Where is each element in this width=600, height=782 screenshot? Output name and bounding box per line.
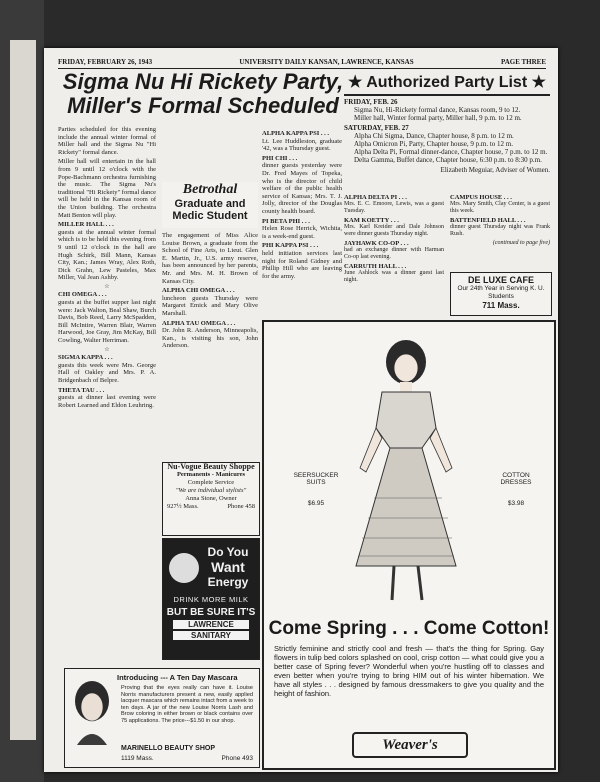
- betrothal-sub2: Medic Student: [172, 210, 248, 222]
- mascara-addr: 1119 Mass.: [121, 755, 154, 762]
- carruth-head: CARRUTH HALL . . .: [344, 263, 407, 270]
- milk-l5: BUT BE SURE IT'S: [166, 607, 256, 618]
- ato-head: ALPHA TAU OMEGA . . .: [162, 319, 236, 327]
- column-two: [162, 232, 258, 458]
- banner-line-2: Miller's Formal Scheduled: [67, 93, 339, 118]
- seersucker-label: SEERSUCKER SUITS: [293, 472, 339, 486]
- book-spine: [0, 0, 44, 782]
- adp-body: Mrs. E. C. Emoore, Lewis, was a guest Tuesday.: [344, 201, 444, 214]
- continued-note: (continued to page five): [492, 240, 550, 246]
- weavers-ad: [262, 320, 556, 770]
- cotton-block: [486, 472, 546, 507]
- ato-body: Dr. John R. Anderson, Minneapolis, Kan., is visiting his son, John Anderson.: [162, 327, 258, 350]
- seersucker-block: [286, 472, 346, 507]
- woman-portrait-icon: [69, 675, 115, 745]
- page-edge: [10, 40, 36, 740]
- separator-star: ☆: [104, 283, 110, 290]
- deluxe-name: DE LUXE CAFE: [467, 275, 534, 285]
- header-page: PAGE THREE: [500, 58, 546, 66]
- phi-chi-head: PHI CHI . . .: [262, 154, 298, 162]
- party-list: [344, 96, 550, 174]
- page-header: [58, 58, 546, 69]
- cotton-price: $3.98: [507, 500, 525, 507]
- nu-vogue-ad: [162, 462, 260, 536]
- campus-head: CAMPUS HOUSE . . .: [450, 194, 512, 201]
- mascara-shop: MARINELLO BEAUTY SHOP: [121, 745, 215, 752]
- nuvogue-addr: 927½ Mass.: [167, 503, 199, 510]
- deluxe-line: Our 24th Year in Serving K. U. Students: [457, 285, 545, 300]
- header-date: FRIDAY, FEBRUARY 26, 1943: [58, 58, 153, 66]
- column-one: [58, 126, 156, 682]
- mascara-body: Proving that the eyes really can have it. Louise Norris manufacturers present a new, easily applied lacquer mascara which remains intact from a week to ten days. A jar of the new Louise Norris Lash and Brow coloring in either brown or black contains over 75 applications. The price---$1.50 in our shop.: [121, 685, 253, 724]
- lead-paragraph: Parties scheduled for this evening include the annual winter formal of Miller hall and the Sigma Nu "Hi Rickety" formal dance.: [58, 126, 156, 156]
- weaver-headline: Come Spring . . . Come Cotton!: [268, 618, 550, 639]
- column-five: [450, 194, 550, 270]
- carruth-body: June Ashlock was a dinner guest last night.: [344, 270, 444, 283]
- seersucker-price: $6.95: [307, 500, 325, 507]
- column-three: [262, 130, 342, 316]
- milk-l2: Want: [211, 559, 245, 575]
- jay-body: had an exchange dinner with Harman Co-op last evening.: [344, 247, 444, 260]
- batt-body: dinner guest Thursday night was Frank Rush.: [450, 224, 550, 237]
- nuvogue-name: Nu-Vogue Beauty Shoppe: [167, 462, 255, 471]
- party-fri-2: Miller hall, Winter formal party, Miller hall, 9 p.m. to 12 m.: [354, 114, 522, 122]
- betrothal-sub1: Graduate and: [174, 198, 246, 210]
- dress-illustration-icon: [334, 328, 484, 610]
- header-paper: UNIVERSITY DAILY KANSAN, LAWRENCE, KANSAS: [239, 58, 414, 66]
- phi-kappa-body: held initiation services last night for Roland Gidney and Phillip Hill who are leaving for the army.: [262, 249, 342, 280]
- party-title-text: Authorized Party List: [366, 74, 528, 91]
- kk-body: Mrs. Karl Kreider and Dale Johnson were dinner guests Thursday night.: [344, 224, 444, 237]
- milk-l1: Do You: [207, 545, 249, 559]
- betrothal-title: Betrothal: [182, 182, 238, 197]
- batt-head: BATTENFIELD HALL . . .: [450, 217, 526, 224]
- party-sat-1: Alpha Chi Sigma, Dance, Chapter house, 8 p.m. to 12 m.: [354, 132, 514, 140]
- chi-head: CHI OMEGA . . .: [58, 291, 107, 299]
- nuvogue-services: Permanents - Manicures: [176, 471, 246, 478]
- miller-paragraph: Miller hall will entertain in the hall from 9 until 12 o'clock with the Pope-Bachmann orchestra furnishing the music. The Sigma Nu's traditional "Hi Rickety" formal dance will be held in the Kansas room of the Union building. The orchestra Matt Benton will play.: [58, 158, 156, 219]
- deluxe-addr: 711 Mass.: [482, 301, 520, 310]
- weaver-body: Strictly feminine and strictly cool and fresh — that's the thing for Spring. Gay flowers in tulip bed colors splashed on cool, crisp cotton — what could give you a better case of Spring fever? Wonderful when you're hustling off to classes and even better when you're trying to bring HIM out of his winter hibernation. We have all styles . . . designed by famous dressmakers to give you quality and the height of fashion.: [274, 644, 544, 698]
- mascara-phone: Phone 493: [221, 755, 253, 762]
- akp-head: ALPHA KAPPA PSI . . .: [262, 130, 330, 137]
- party-fri-1: Sigma Nu, Hi-Rickety formal dance, Kansas room, 9 to 12.: [354, 106, 521, 114]
- society-banner: [58, 70, 348, 122]
- party-sign: Elizabeth Meguiar, Adviser of Women.: [440, 166, 550, 174]
- betrothal-head: [162, 182, 258, 228]
- jay-head: JAYHAWK CO-OP . . .: [344, 240, 409, 247]
- nuvogue-owner: Anna Stone, Owner: [185, 495, 237, 502]
- milk-bottle-icon: [169, 553, 199, 583]
- cotton-label: COTTON DRESSES: [500, 472, 532, 486]
- milk-ad: [162, 538, 260, 660]
- alpha-chi-body: luncheon guests Thursday were Margaret Emick and Mary Olive Marshall.: [162, 294, 258, 317]
- nuvogue-phone: Phone 458: [227, 503, 255, 510]
- party-sat-4: Delta Gamma, Buffet dance, Chapter house, 6:30 p.m. to 8:30 p.m.: [354, 156, 542, 164]
- milk-l4: DRINK MORE MILK: [173, 595, 249, 604]
- milk-l3: Energy: [207, 575, 249, 589]
- campus-body: Mrs. Mary Smith, Clay Center, is a guest this week.: [450, 201, 550, 214]
- nuvogue-quote: "We are individual stylists": [175, 487, 247, 494]
- kappa-body: guests this week were Mrs. George Hall of Oakley and Mrs. P. A. Bridgenbach of Belpre.: [58, 361, 156, 384]
- adp-head: ALPHA DELTA PI . . .: [344, 194, 407, 201]
- nuvogue-tag: Complete Service: [187, 479, 235, 486]
- separator-star: ☆: [104, 346, 110, 353]
- kappa-head: SIGMA KAPPA . . .: [58, 354, 113, 362]
- phi-kappa-head: PHI KAPPA PSI . . .: [262, 242, 319, 250]
- milk-l6: LAWRENCE: [173, 620, 249, 629]
- miller-head: MILLER HALL . . .: [58, 221, 114, 229]
- weavers-logo: Weaver's: [352, 732, 468, 758]
- akp-body: Lt. Lee Huddleston, graduate '42, was a Thursday guest.: [262, 137, 342, 153]
- party-list-title: ★ Authorized Party List ★: [344, 72, 550, 96]
- party-sat-2: Alpha Omicron Pi, Party, Chapter house, 9 p.m. to 12 m.: [354, 140, 513, 148]
- milk-l7: SANITARY: [173, 631, 249, 640]
- miller-body: guests at the annual winter formal which is to be held this evening from 9 until 12 o'clock in the hall are Hugh Schirk, Bill Mann, Kansas City, Kan.; James Wray, Alex Roth, Dick Grahn, Lew Pasteles, Max Miller, Val Jean Ashby.: [58, 228, 156, 282]
- theta-body: guests at dinner last evening were Robert Learned and Eldon Leuhring.: [58, 394, 156, 409]
- newspaper-page: [44, 48, 558, 772]
- party-sat-3: Alpha Delta Pi, Formal dinner-dance, Chapter house, 7 p.m. to 12 m.: [354, 148, 548, 156]
- deluxe-ad: [450, 272, 552, 316]
- party-day-fri: FRIDAY, FEB. 26: [344, 98, 398, 106]
- party-day-sat: SATURDAY, FEB. 27: [344, 124, 409, 132]
- betrothal-body: The engagement of Miss Alice Louise Brown, a graduate from the School of Fine Arts, to Lieut. Glen E. Martin, Jr., U.S. army reserve, has been announced by her parents, Mr. and Mrs. M. H. Brown of Kansas City.: [162, 232, 258, 285]
- phi-chi-body: dinner guests yesterday were Dr. Fred Mayes of Topeka, who is the director of child welfare of the public health service of Kansas; Mrs. T. J. Jolly, director of the Douglas county health board.: [262, 162, 342, 215]
- banner-line-1: Sigma Nu Hi Rickety Party,: [62, 69, 344, 94]
- kk-head: KAM KOETTY . . .: [344, 217, 399, 224]
- theta-head: THETA TAU . . .: [58, 386, 105, 394]
- pi-beta-body: Helen Rose Herrick, Wichita, is a week-end guest.: [262, 225, 342, 240]
- pi-beta-head: PI BETA PHI . . .: [262, 217, 310, 225]
- mascara-title: Introducing --- A Ten Day Mascara: [117, 673, 238, 682]
- alpha-chi-head: ALPHA CHI OMEGA . . .: [162, 287, 235, 295]
- mascara-ad: [64, 668, 260, 768]
- column-four: [344, 194, 444, 318]
- chi-body: guests at the buffet supper last night were: Jack Walton, Beal Shaw, Burch Davis, Bob Reed, Larry McSpadden, Bill McIntire, Warren Blair, Warren Harwood, Joe Gray, Jim McKay, Bill Cowling, Walter Herriman.: [58, 299, 156, 345]
